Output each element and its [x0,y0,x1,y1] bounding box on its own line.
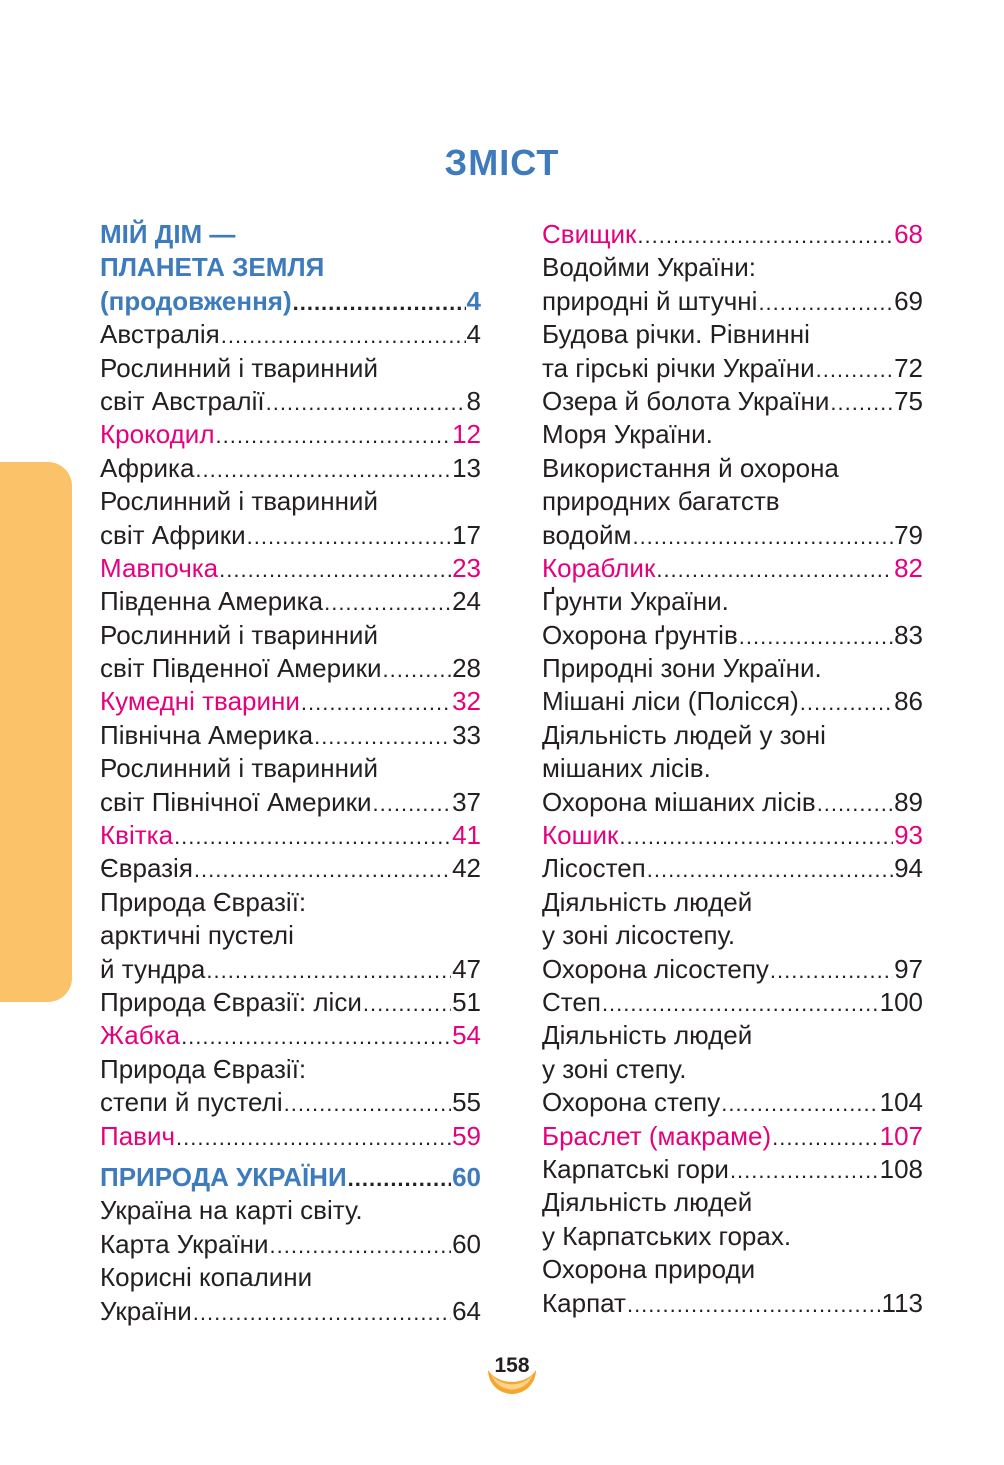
dot-leader [816,353,893,385]
toc-entry[interactable] [100,218,481,251]
dot-leader [284,1087,451,1119]
toc-entry[interactable] [542,485,923,518]
toc-entry-title: Карпатські гори [542,1153,729,1184]
toc-entry[interactable] [100,919,481,952]
dot-leader [219,553,451,585]
toc-entry[interactable] [542,285,923,318]
toc-entry-title: Природні зони України. [542,653,822,684]
toc-entry-page: 4 [466,285,481,316]
toc-entry-title: Охорона лісостепу [542,953,769,984]
toc-entry-title: у зоні степу. [542,1053,687,1084]
toc-entry-title: Охорона ґрунтів [542,619,738,650]
toc-entry-page: 64 [452,1295,481,1326]
toc-entry-title: Свищик [542,219,637,249]
toc-entry[interactable] [542,552,923,585]
dot-leader [721,1087,878,1119]
dot-leader [632,520,893,552]
toc-entry-title: Ґрунти України. [542,586,729,617]
toc-entry-title: природні й штучні [542,285,758,316]
toc-entry[interactable] [542,652,923,685]
toc-entry[interactable] [542,719,923,752]
toc-entry[interactable] [542,1153,923,1186]
dot-leader [758,286,893,318]
toc-entry[interactable] [542,752,923,785]
dot-leader [637,219,893,251]
dot-leader [800,686,893,718]
toc-entry-title: Карпат [542,1287,626,1318]
toc-entry-page: 100 [879,986,923,1017]
toc-entry[interactable] [100,285,481,318]
toc-entry-page: 75 [894,385,923,416]
page-number-badge [482,1340,542,1400]
dot-leader [301,686,451,718]
toc-entry-title: й тундра [100,953,206,984]
toc-entry-page: 28 [452,653,481,684]
dot-leader [772,1121,878,1153]
toc-entry-title: Рослинний і тваринний [100,486,378,517]
toc-entry-page: 55 [452,1087,481,1118]
toc-entry-page: 89 [894,786,923,817]
dot-leader [817,787,893,819]
toc-entry-page: 79 [894,519,923,550]
toc-entry-title: Рослинний і тваринний [100,619,378,650]
dot-leader [293,286,466,318]
toc-entry[interactable] [100,552,481,585]
toc-entry-title: Північна Америка [100,719,314,750]
toc-entry-title: Озера й болота України [542,385,830,416]
toc-entry[interactable] [542,519,923,552]
toc-entry[interactable] [542,585,923,618]
toc-entry-page: 33 [452,719,481,750]
toc-entry[interactable] [542,953,923,986]
toc-entry-title: Природа Євразії: ліси [100,986,362,1017]
toc-entry[interactable] [100,585,481,618]
dot-leader [363,987,451,1019]
toc-entry[interactable] [542,418,923,451]
toc-entry[interactable] [542,318,923,351]
dot-leader [627,1288,881,1320]
dot-leader [181,1020,451,1052]
toc-entry-page: 54 [452,1020,481,1051]
toc-entry-title: Природа Євразії: [100,886,307,917]
toc-entry[interactable] [100,819,481,852]
toc-entry-title: МІЙ ДІМ — [100,219,236,249]
toc-entry-page: 86 [894,686,923,717]
toc-entry[interactable] [100,352,481,385]
toc-entry[interactable] [100,318,481,351]
toc-entry[interactable] [542,852,923,885]
toc-entry-title: України [100,1295,192,1326]
dot-leader [176,1121,451,1153]
toc-entry-title: світ Африки [100,519,246,550]
toc-entry-title: Діяльність людей [542,886,753,917]
toc-entry-page: 51 [452,986,481,1017]
toc-entry-title: Природа Євразії: [100,1053,307,1084]
toc-entry-title: ПРИРОДА УКРАЇНИ [100,1161,347,1192]
toc-entry-title: Охорона природи [542,1254,756,1285]
toc-entry-page: 68 [894,219,923,249]
toc-entry[interactable] [100,786,481,819]
toc-entry-page: 94 [894,853,923,884]
toc-entry[interactable] [542,1120,923,1153]
toc-entry-page: 13 [452,452,481,483]
toc-entry-page: 108 [879,1153,923,1184]
toc-entry-page: 42 [452,853,481,884]
toc-entry-page: 4 [466,319,481,350]
toc-entry[interactable] [100,852,481,885]
toc-entry[interactable] [542,1220,923,1253]
toc-entry-page: 24 [452,586,481,617]
dot-leader [270,1229,452,1261]
dot-leader [656,553,893,585]
dot-leader [830,386,893,418]
toc-entry-title: Охорона степу [542,1087,721,1118]
toc-entry[interactable] [100,1120,481,1153]
toc-entry[interactable] [100,886,481,919]
toc-entry-title: Кошик [542,820,619,851]
toc-entry-title: природних багатств [542,486,780,517]
toc-entry[interactable] [542,1053,923,1086]
dot-leader [602,987,879,1019]
toc-entry-page: 93 [894,820,923,851]
toc-left-column [100,218,481,1328]
toc-entry-title: Браслет (макраме) [542,1120,772,1151]
toc-entry-page: 72 [894,352,923,383]
toc-entry-page: 37 [452,786,481,817]
toc-entry-title: Жабка [100,1020,181,1051]
toc-entry-title: Павич [100,1120,176,1151]
side-tab [0,462,72,1002]
dot-leader [324,586,451,618]
toc-entry-title: Лісостеп [542,853,646,884]
toc-entry[interactable] [100,385,481,418]
toc-entry-page: 12 [452,419,481,450]
toc-entry[interactable] [100,1228,481,1261]
toc-entry-title: степи й пустелі [100,1087,283,1118]
toc-entry-title: Україна на карті світу. [100,1195,363,1226]
toc-entry[interactable] [100,418,481,451]
dot-leader [383,653,452,685]
toc-entry-page: 32 [452,686,481,717]
toc-entry-page: 97 [894,953,923,984]
toc-entry[interactable] [100,685,481,718]
toc-entry[interactable] [542,986,923,1019]
toc-entry-title: Будова річки. Рівнинні [542,319,810,350]
toc-entry-page: 107 [879,1120,923,1151]
toc-entry[interactable] [100,1053,481,1086]
toc-entry[interactable] [542,218,923,251]
toc-entry-title: (продовження) [100,285,292,316]
dot-leader [739,620,893,652]
toc-entry-title: Крокодил [100,419,215,450]
toc-entry-page: 82 [894,552,923,583]
toc-entry[interactable] [100,719,481,752]
toc-entry-title: Африка [100,452,195,483]
toc-entry-title: світ Південної Америки [100,653,382,684]
dot-leader [216,419,452,451]
toc-entry-title: Діяльність людей [542,1020,753,1051]
toc-entry-page: 8 [466,385,481,416]
toc-entry-title: Охорона мішаних лісів [542,786,816,817]
toc-right-column [542,218,923,1320]
toc-entry-title: водойм [542,519,632,550]
toc-entry[interactable] [542,1287,923,1320]
toc-entry-page: 47 [452,953,481,984]
toc-entry-page: 17 [452,519,481,550]
section-gap [100,1153,481,1161]
toc-entry[interactable] [542,1086,923,1119]
toc-entry[interactable] [100,986,481,1019]
toc-entry[interactable] [100,485,481,518]
toc-entry[interactable] [100,251,481,284]
toc-entry-page: 69 [894,285,923,316]
toc-entry-title: ПЛАНЕТА ЗЕМЛЯ [100,252,325,283]
page-number: 158 [494,1354,530,1377]
toc-entry[interactable] [542,786,923,819]
dot-leader [314,720,451,752]
toc-entry-page: 23 [452,552,481,583]
toc-entry-title: Моря України. [542,419,713,450]
toc-entry-page: 60 [452,1161,481,1192]
toc-entry[interactable] [542,1186,923,1219]
toc-entry-title: Австралія [100,319,220,350]
toc-entry-title: Південна Америка [100,586,324,617]
toc-entry[interactable] [100,652,481,685]
toc-entry[interactable] [100,1086,481,1119]
toc-entry-page: 113 [881,1287,923,1318]
toc-entry-title: у Карпатських горах. [542,1220,792,1251]
toc-entry[interactable] [542,352,923,385]
toc-entry-title: мішаних лісів. [542,753,711,784]
toc-entry-title: Рослинний і тваринний [100,352,378,383]
toc-entry[interactable] [542,819,923,852]
dot-leader [619,820,893,852]
toc-entry[interactable] [542,919,923,952]
toc-entry[interactable] [542,619,923,652]
toc-entry-page: 41 [452,820,481,851]
toc-entry-title: Квітка [100,820,174,851]
toc-entry[interactable] [100,452,481,485]
dot-leader [647,853,893,885]
toc-entry[interactable] [100,1161,481,1194]
dot-leader [373,787,452,819]
toc-entry-title: Мавпочка [100,552,219,583]
toc-entry[interactable] [542,1019,923,1052]
dot-leader [193,1296,451,1328]
toc-entry[interactable] [100,619,481,652]
toc-entry-title: Євразія [100,853,193,884]
toc-entry[interactable] [100,1194,481,1227]
toc-entry-title: Корисні копалини [100,1262,313,1293]
toc-entry[interactable] [100,1261,481,1294]
dot-leader [730,1154,879,1186]
page-title: ЗМІСТ [444,142,560,183]
toc-entry-title: Використання й охорона [542,452,839,483]
toc-entry-title: Кораблик [542,552,656,583]
dot-leader [174,820,451,852]
toc-entry-title: Мішані ліси (Полісся) [542,686,799,717]
toc-entry-title: та гірські річки України [542,352,815,383]
toc-entry[interactable] [542,685,923,718]
toc-entry[interactable] [100,1019,481,1052]
toc-entry-title: Водойми України: [542,252,756,283]
toc-entry[interactable] [100,752,481,785]
dot-leader [266,386,466,418]
toc-entry-title: Діяльність людей [542,1187,753,1218]
toc-entry-page: 59 [452,1120,481,1151]
dot-leader [221,319,466,351]
toc-entry-page: 60 [452,1228,481,1259]
dot-leader [206,954,451,986]
toc-entry-title: Степ [542,986,601,1017]
toc-entry-title: Діяльність людей у зоні [542,719,826,750]
toc-entry-title: світ Австралії [100,385,265,416]
toc-entry-title: Кумедні тварини [100,686,300,717]
toc-entry-title: арктичні пустелі [100,920,294,951]
toc-entry[interactable] [100,519,481,552]
dot-leader [247,520,451,552]
dot-leader [195,453,451,485]
toc-entry[interactable] [542,251,923,284]
toc-entry-page: 83 [894,619,923,650]
toc-entry-title: у зоні лісостепу. [542,920,736,951]
toc-entry[interactable] [542,1253,923,1286]
dot-leader [348,1162,451,1194]
toc-entry-page: 104 [879,1087,923,1118]
toc-entry-title: світ Північної Америки [100,786,372,817]
toc-entry[interactable] [100,1295,481,1328]
toc-entry-title: Рослинний і тваринний [100,753,378,784]
toc-entry[interactable] [542,452,923,485]
toc-entry-title: Карта України [100,1228,269,1259]
toc-entry[interactable] [542,385,923,418]
toc-entry[interactable] [100,953,481,986]
toc-entry[interactable] [542,886,923,919]
dot-leader [194,853,451,885]
dot-leader [770,954,893,986]
